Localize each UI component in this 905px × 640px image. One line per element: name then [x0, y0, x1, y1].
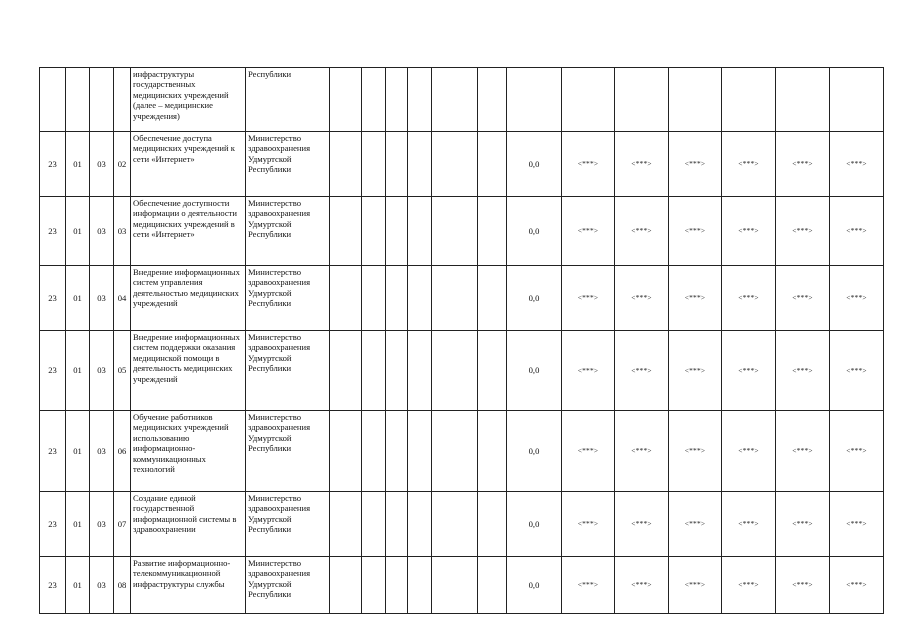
empty-cell [478, 197, 507, 266]
indicator-mark-cell [776, 68, 830, 132]
empty-cell [432, 197, 478, 266]
empty-cell [362, 132, 386, 197]
activity-name-cell: Внедрение информационных систем поддержки оказания медицинской помощи в деятельность медицинских учреждений [131, 331, 246, 411]
value-cell: 0,0 [507, 197, 562, 266]
indicator-mark-cell: <***> [562, 331, 615, 411]
indicator-mark-cell: <***> [615, 132, 669, 197]
code-subprogram-cell: 01 [66, 132, 90, 197]
table-row [40, 411, 884, 492]
code-program-cell: 23 [40, 557, 66, 614]
responsible-org-cell: Министерство здравоохранения Удмуртской Республики [246, 197, 330, 266]
empty-cell [330, 197, 362, 266]
empty-cell [330, 132, 362, 197]
table-row [40, 492, 884, 557]
responsible-org-cell: Министерство здравоохранения Удмуртской Республики [246, 411, 330, 492]
indicator-mark-cell: <***> [615, 492, 669, 557]
indicator-mark-cell: <***> [562, 557, 615, 614]
code-subactivity-cell: 05 [114, 331, 131, 411]
code-program-cell: 23 [40, 266, 66, 331]
indicator-mark-cell: <***> [562, 492, 615, 557]
empty-cell [330, 492, 362, 557]
indicator-mark-cell: <***> [615, 411, 669, 492]
code-program-cell: 23 [40, 492, 66, 557]
indicator-mark-cell: <***> [722, 492, 776, 557]
indicator-mark-cell: <***> [776, 132, 830, 197]
empty-cell [478, 492, 507, 557]
empty-cell [386, 331, 408, 411]
indicator-mark-cell: <***> [669, 331, 722, 411]
value-cell: 0,0 [507, 132, 562, 197]
code-subactivity-cell: 03 [114, 197, 131, 266]
code-subactivity-cell: 06 [114, 411, 131, 492]
empty-cell [408, 492, 432, 557]
empty-cell [386, 132, 408, 197]
indicator-mark-cell: <***> [830, 197, 884, 266]
activity-name-cell: инфраструктуры государственных медицинских учреждений (далее – медицинские учреждения) [131, 68, 246, 132]
code-activity-cell: 03 [90, 411, 114, 492]
indicator-mark-cell: <***> [776, 492, 830, 557]
indicator-mark-cell: <***> [776, 557, 830, 614]
indicator-mark-cell: <***> [669, 557, 722, 614]
empty-cell [408, 197, 432, 266]
indicator-mark-cell: <***> [669, 492, 722, 557]
empty-cell [362, 331, 386, 411]
table-row [40, 197, 884, 266]
indicator-mark-cell: <***> [562, 266, 615, 331]
value-cell: 0,0 [507, 557, 562, 614]
indicator-mark-cell: <***> [722, 411, 776, 492]
empty-cell [432, 557, 478, 614]
code-subactivity-cell: 04 [114, 266, 131, 331]
indicator-mark-cell: <***> [830, 492, 884, 557]
indicator-mark-cell: <***> [830, 331, 884, 411]
indicator-mark-cell [830, 68, 884, 132]
code-subprogram-cell: 01 [66, 331, 90, 411]
indicator-mark-cell: <***> [615, 557, 669, 614]
table-row [40, 68, 884, 132]
activity-name-cell: Обеспечение доступа медицинских учреждений к сети «Интернет» [131, 132, 246, 197]
table-row [40, 266, 884, 331]
indicator-mark-cell [722, 68, 776, 132]
empty-cell [362, 492, 386, 557]
indicator-mark-cell: <***> [722, 132, 776, 197]
indicator-mark-cell: <***> [615, 331, 669, 411]
indicator-mark-cell: <***> [722, 197, 776, 266]
indicator-mark-cell: <***> [776, 197, 830, 266]
code-program-cell: 23 [40, 331, 66, 411]
code-program-cell: 23 [40, 411, 66, 492]
empty-cell [362, 411, 386, 492]
code-activity-cell: 03 [90, 331, 114, 411]
value-cell: 0,0 [507, 331, 562, 411]
code-activity-cell: 03 [90, 557, 114, 614]
indicator-mark-cell: <***> [669, 411, 722, 492]
indicator-mark-cell: <***> [562, 197, 615, 266]
empty-cell [432, 68, 478, 132]
empty-cell [386, 197, 408, 266]
value-cell: 0,0 [507, 411, 562, 492]
code-subprogram-cell: 01 [66, 557, 90, 614]
value-cell: 0,0 [507, 492, 562, 557]
empty-cell [432, 132, 478, 197]
program-table [39, 67, 884, 614]
indicator-mark-cell: <***> [830, 132, 884, 197]
empty-cell [330, 68, 362, 132]
empty-cell [432, 492, 478, 557]
indicator-mark-cell: <***> [669, 197, 722, 266]
code-program-cell [40, 68, 66, 132]
indicator-mark-cell [562, 68, 615, 132]
code-subprogram-cell: 01 [66, 411, 90, 492]
activity-name-cell: Обучение работников медицинских учреждений использованию информационно-коммуникационных технологий [131, 411, 246, 492]
empty-cell [432, 411, 478, 492]
code-activity-cell: 03 [90, 197, 114, 266]
code-activity-cell: 03 [90, 132, 114, 197]
empty-cell [478, 68, 507, 132]
empty-cell [330, 266, 362, 331]
indicator-mark-cell: <***> [776, 266, 830, 331]
indicator-mark-cell: <***> [830, 557, 884, 614]
indicator-mark-cell: <***> [722, 266, 776, 331]
value-cell [507, 68, 562, 132]
empty-cell [386, 68, 408, 132]
table-row [40, 557, 884, 614]
indicator-mark-cell: <***> [776, 331, 830, 411]
code-subactivity-cell: 07 [114, 492, 131, 557]
indicator-mark-cell: <***> [615, 266, 669, 331]
empty-cell [386, 492, 408, 557]
responsible-org-cell: Министерство здравоохранения Удмуртской Республики [246, 132, 330, 197]
responsible-org-cell: Министерство здравоохранения Удмуртской Республики [246, 492, 330, 557]
code-subprogram-cell: 01 [66, 197, 90, 266]
indicator-mark-cell: <***> [830, 411, 884, 492]
responsible-org-cell: Министерство здравоохранения Удмуртской Республики [246, 266, 330, 331]
empty-cell [386, 557, 408, 614]
code-activity-cell: 03 [90, 266, 114, 331]
empty-cell [330, 557, 362, 614]
empty-cell [408, 557, 432, 614]
activity-name-cell: Развитие информационно-телекоммуникационной инфраструктуры службы [131, 557, 246, 614]
empty-cell [362, 557, 386, 614]
activity-name-cell: Обеспечение доступности информации о деятельности медицинских учреждений в сети «Интернет» [131, 197, 246, 266]
indicator-mark-cell [669, 68, 722, 132]
code-subactivity-cell [114, 68, 131, 132]
code-activity-cell: 03 [90, 492, 114, 557]
empty-cell [408, 411, 432, 492]
indicator-mark-cell: <***> [776, 411, 830, 492]
code-subactivity-cell: 02 [114, 132, 131, 197]
activity-name-cell: Внедрение информационных систем управления деятельностью медицинских учреждений [131, 266, 246, 331]
responsible-org-cell: Министерство здравоохранения Удмуртской Республики [246, 557, 330, 614]
code-program-cell: 23 [40, 132, 66, 197]
code-subprogram-cell: 01 [66, 492, 90, 557]
value-cell: 0,0 [507, 266, 562, 331]
activity-name-cell: Создание единой государственной информационной системы в здравоохранении [131, 492, 246, 557]
table-row [40, 132, 884, 197]
code-activity-cell [90, 68, 114, 132]
indicator-mark-cell: <***> [562, 411, 615, 492]
empty-cell [408, 68, 432, 132]
empty-cell [330, 411, 362, 492]
indicator-mark-cell: <***> [830, 266, 884, 331]
empty-cell [408, 331, 432, 411]
empty-cell [362, 266, 386, 331]
indicator-mark-cell: <***> [669, 132, 722, 197]
code-subprogram-cell: 01 [66, 266, 90, 331]
indicator-mark-cell: <***> [722, 331, 776, 411]
code-subprogram-cell [66, 68, 90, 132]
table-row [40, 331, 884, 411]
empty-cell [362, 68, 386, 132]
empty-cell [362, 197, 386, 266]
empty-cell [408, 266, 432, 331]
empty-cell [478, 331, 507, 411]
indicator-mark-cell: <***> [615, 197, 669, 266]
responsible-org-cell: Министерство здравоохранения Удмуртской Республики [246, 331, 330, 411]
responsible-org-cell: Республики [246, 68, 330, 132]
empty-cell [478, 411, 507, 492]
indicator-mark-cell: <***> [562, 132, 615, 197]
code-subactivity-cell: 08 [114, 557, 131, 614]
indicator-mark-cell [615, 68, 669, 132]
code-program-cell: 23 [40, 197, 66, 266]
empty-cell [478, 557, 507, 614]
empty-cell [478, 266, 507, 331]
empty-cell [386, 266, 408, 331]
empty-cell [386, 411, 408, 492]
empty-cell [330, 331, 362, 411]
indicator-mark-cell: <***> [669, 266, 722, 331]
empty-cell [408, 132, 432, 197]
empty-cell [432, 331, 478, 411]
empty-cell [432, 266, 478, 331]
empty-cell [478, 132, 507, 197]
indicator-mark-cell: <***> [722, 557, 776, 614]
